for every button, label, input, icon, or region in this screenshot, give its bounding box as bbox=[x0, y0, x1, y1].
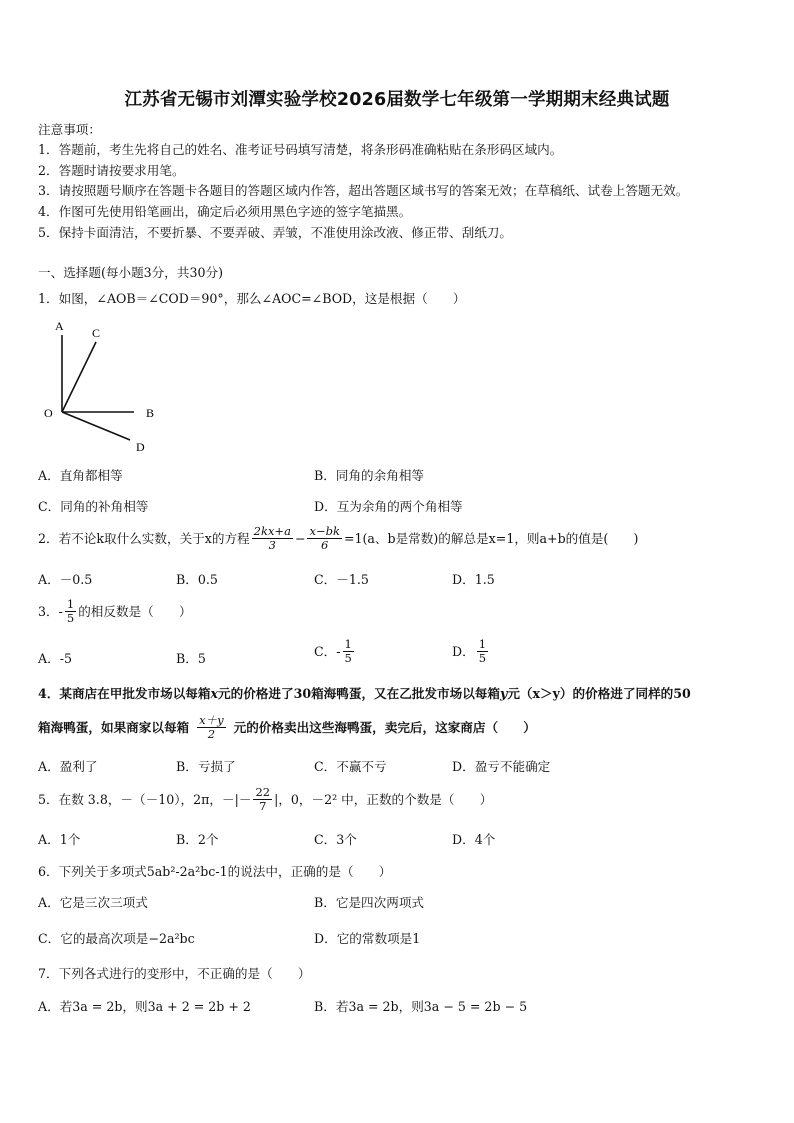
q2-option-d: D．1.5 bbox=[452, 572, 495, 587]
q4-fraction: $\frac{x+y}{2}$ bbox=[199, 713, 224, 741]
q3-fraction: $\frac{1}{5}$ bbox=[66, 597, 75, 625]
q7-option-a: A．若3a = 2b，则3a + 2 = 2b + 2 bbox=[38, 999, 251, 1014]
q6-stem: 6．下列关于多项式5ab²-2a²bc-1的说法中，正确的是（ ） bbox=[38, 864, 392, 879]
q1-option-a: A．直角都相等 bbox=[38, 468, 123, 483]
q5-option-c: C．3个 bbox=[314, 832, 357, 847]
q2-option-c: C．－1.5 bbox=[314, 572, 369, 587]
notice-item-2: 2．答题时请按要求用笔。 bbox=[38, 163, 185, 178]
q4-option-a: A．盈利了 bbox=[38, 759, 98, 774]
q4-line-1: 4．某商店在甲批发市场以每箱x元的价格进了30箱海鸭蛋，又在乙批发市场以每箱y元（x＞y）的价格进了同样的50 bbox=[38, 686, 691, 701]
q2-option-b: B．0.5 bbox=[176, 572, 218, 587]
q1-option-d: D．互为余角的两个角相等 bbox=[314, 499, 463, 514]
q2-stem: 2．若不论k取什么实数，关于x的方程 $\frac{2kx+a}{3}$ − $\frac{x-bk}{6}$ =1 (a、b是常数)的解总是x=1，则a+b的值是( ) bbox=[38, 524, 639, 552]
q3-stem: 3．- $\frac{1}{5}$ 的相反数是（ ） bbox=[38, 597, 192, 625]
q4-option-b: B．亏损了 bbox=[176, 759, 236, 774]
notice-heading: 注意事项： bbox=[38, 122, 101, 137]
q2-option-a: A．－0.5 bbox=[38, 572, 93, 587]
q3-option-a: A．-5 bbox=[38, 651, 72, 666]
q7-option-b: B．若3a = 2b，则3a − 5 = 2b − 5 bbox=[314, 999, 528, 1014]
q6-option-a: A．它是三次三项式 bbox=[38, 895, 148, 910]
ray-oc bbox=[62, 342, 96, 412]
q6-option-d: D．它的常数项是1 bbox=[314, 931, 421, 946]
label-o: O bbox=[44, 406, 53, 420]
notice-item-1: 1．答题前，考生先将自己的姓名、准考证号码填写清楚，将条形码准确粘贴在条形码区域内。 bbox=[38, 142, 563, 157]
q4-line-2: 箱海鸭蛋，如果商家以每箱 $\frac{x+y}{2}$ 元的价格卖出这些海鸭蛋，卖完后，这家商店（ ） bbox=[38, 713, 536, 741]
notice-item-4: 4．作图可先使用铅笔画出，确定后必须用黑色字迹的签字笔描黑。 bbox=[38, 204, 412, 219]
q4-option-d: D．盈亏不能确定 bbox=[452, 759, 551, 774]
q5-option-b: B．2个 bbox=[176, 832, 219, 847]
q2-fraction-1: $\frac{2kx+a}{3}$ bbox=[253, 524, 291, 552]
q5-option-a: A．1个 bbox=[38, 832, 81, 847]
ray-od bbox=[62, 412, 130, 440]
q1-option-c: C．同角的补角相等 bbox=[38, 499, 149, 514]
q5-fraction: $\frac{22}{7}$ bbox=[255, 785, 271, 813]
q4-option-c: C．不赢不亏 bbox=[314, 759, 387, 774]
q2-fraction-2: $\frac{x-bk}{6}$ bbox=[309, 524, 340, 552]
q6-option-b: B．它是四次两项式 bbox=[314, 895, 425, 910]
q1-option-b: B．同角的余角相等 bbox=[314, 468, 425, 483]
page-title: 江苏省无锡市刘潭实验学校2026届数学七年级第一学期期末经典试题 bbox=[124, 90, 670, 110]
q1-angle-figure bbox=[38, 315, 168, 455]
q3-option-c: C．- $\frac{1}{5}$ bbox=[314, 637, 352, 665]
q3-option-b: B．5 bbox=[176, 651, 206, 666]
q1-stem: 1．如图，∠AOB＝∠COD＝90°，那么∠AOC=∠BOD，这是根据（ ） bbox=[38, 291, 466, 306]
label-b: B bbox=[146, 406, 155, 420]
q5-option-d: D．4个 bbox=[452, 832, 496, 847]
notice-item-3: 3．请按照题号顺序在答题卡各题目的答题区域内作答，超出答题区域书写的答案无效；在草稿纸、试卷上答题无效。 bbox=[38, 183, 689, 198]
label-c: C bbox=[92, 326, 101, 340]
q7-stem: 7．下列各式进行的变形中，不正确的是（ ） bbox=[38, 966, 311, 981]
label-a: A bbox=[55, 319, 64, 333]
q5-stem: 5．在数 3.8，－（－10），2π，－|－ $\frac{22}{7}$ |，0，－2² 中，正数的个数是（ ） bbox=[38, 785, 493, 813]
q6-option-c: C．它的最高次项是−2a²bc bbox=[38, 931, 195, 946]
notice-item-5: 5．保持卡面清洁，不要折暴、不要弄破、弄皱，不准使用涂改液、修正带、刮纸刀。 bbox=[38, 225, 512, 240]
section-heading: 一、选择题(每小题3分，共30分) bbox=[38, 265, 223, 280]
label-d: D bbox=[136, 440, 145, 454]
q3-option-d: D． $\frac{1}{5}$ bbox=[452, 637, 487, 665]
